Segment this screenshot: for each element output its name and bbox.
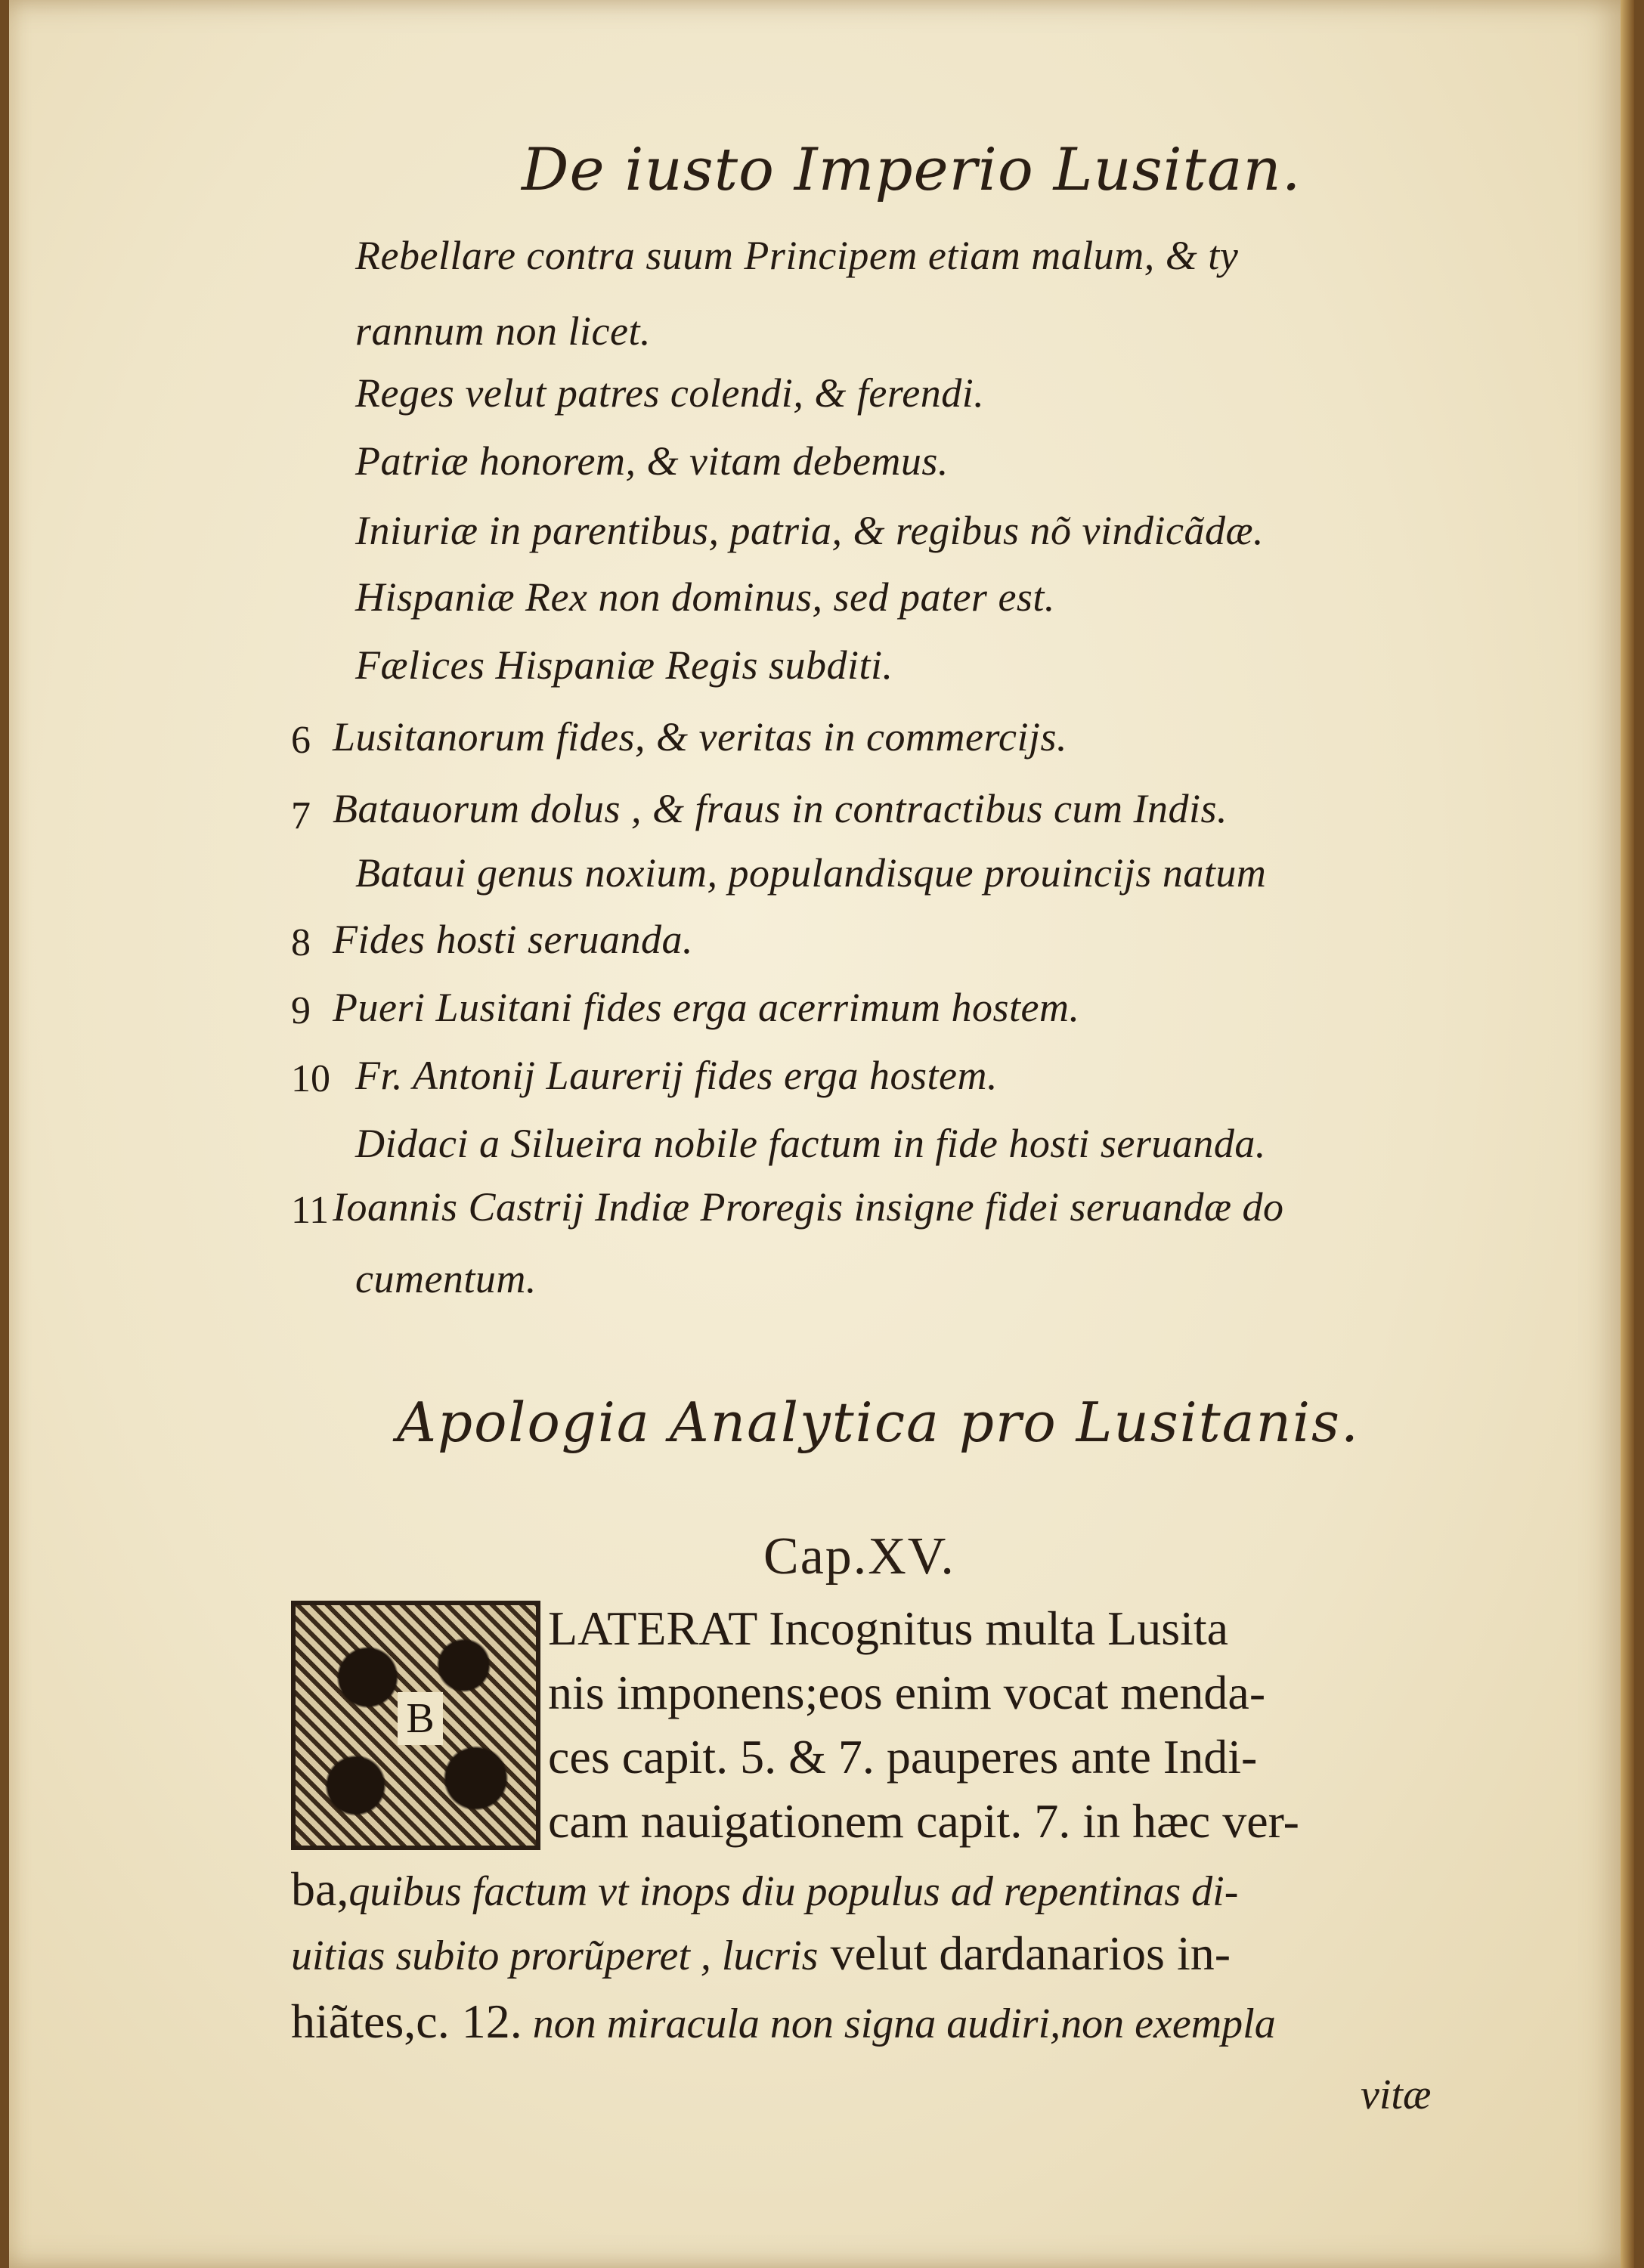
index-line-5: Iniuriæ in parentibus, patria, & regibus nõ vindicãdæ. [355,508,1265,553]
index-line-1: Rebellare contra suum Principem etiam malum, & ty [355,233,1239,278]
index-number-10: 10 [291,1057,330,1100]
index-number-9: 9 [291,989,311,1032]
decorated-initial [291,1601,540,1850]
index-line-12: Pueri Lusitani fides erga acerrimum hostem. [333,985,1080,1030]
running-head: De iusto Imperio Lusitan. [522,136,1302,204]
body-line-6 [291,1927,1231,1982]
index-number-11: 11 [291,1189,330,1232]
index-line-9: Batauorum dolus , & fraus in contractibus cum Indis. [333,786,1228,831]
index-line-3: Reges velut patres colendi, & ferendi. [355,370,985,416]
body-line-4: cam nauigationem capit. 7. in hæc ver- [548,1794,1299,1848]
body-line-2: nis imponens;eos enim vocat menda- [548,1666,1266,1719]
body-line-1: LATERAT Incognitus multa Lusita [548,1601,1229,1655]
index-line-13: Fr. Antonij Laurerij fides erga hostem. [355,1053,998,1098]
initial-letter: B [398,1692,443,1745]
body-line-5-italic: quibus factum vt inops diu populus ad repentinas di- [348,1868,1239,1915]
index-line-16: cumentum. [355,1256,537,1301]
index-line-2: rannum non licet. [355,308,651,354]
index-line-14: Didaci a Silueira nobile factum in fide hosti seruanda. [355,1121,1266,1166]
index-line-8: Lusitanorum fides, & veritas in commercijs. [333,714,1067,760]
index-line-15: Ioannis Castrij Indiæ Proregis insigne fidei seruandæ do [333,1184,1284,1230]
body-line-5-roman: ba, [291,1862,349,1916]
body-line-6-italic: uitias subito prorũperet , lucris [291,1932,819,1979]
section-title: Apologia Analytica pro Lusitanis. [397,1391,1360,1454]
body-line-5 [291,1863,1238,1918]
index-line-4: Patriæ honorem, & vitam debemus. [355,438,949,484]
index-line-11: Fides hosti seruanda. [333,917,693,962]
index-number-7: 7 [291,794,311,837]
body-line-7-italic: non miracula non signa audiri,non exempla [522,2000,1276,2047]
index-number-8: 8 [291,921,311,964]
catchword: vitæ [1361,2072,1432,2118]
body-line-7-roman: hiãtes,c. 12. [291,1994,522,2048]
index-line-10: Bataui genus noxium, populandisque prouincijs natum [355,850,1267,896]
index-line-7: Fælices Hispaniæ Regis subditi. [355,642,893,688]
body-line-3: ces capit. 5. & 7. pauperes ante Indi- [548,1730,1258,1784]
index-number-6: 6 [291,719,311,762]
body-line-6-roman: velut dardanarios in- [818,1926,1231,1980]
chapter-heading: Cap.XV. [763,1527,955,1586]
index-line-6: Hispaniæ Rex non dominus, sed pater est. [355,574,1055,620]
body-line-7 [291,1995,1276,2050]
